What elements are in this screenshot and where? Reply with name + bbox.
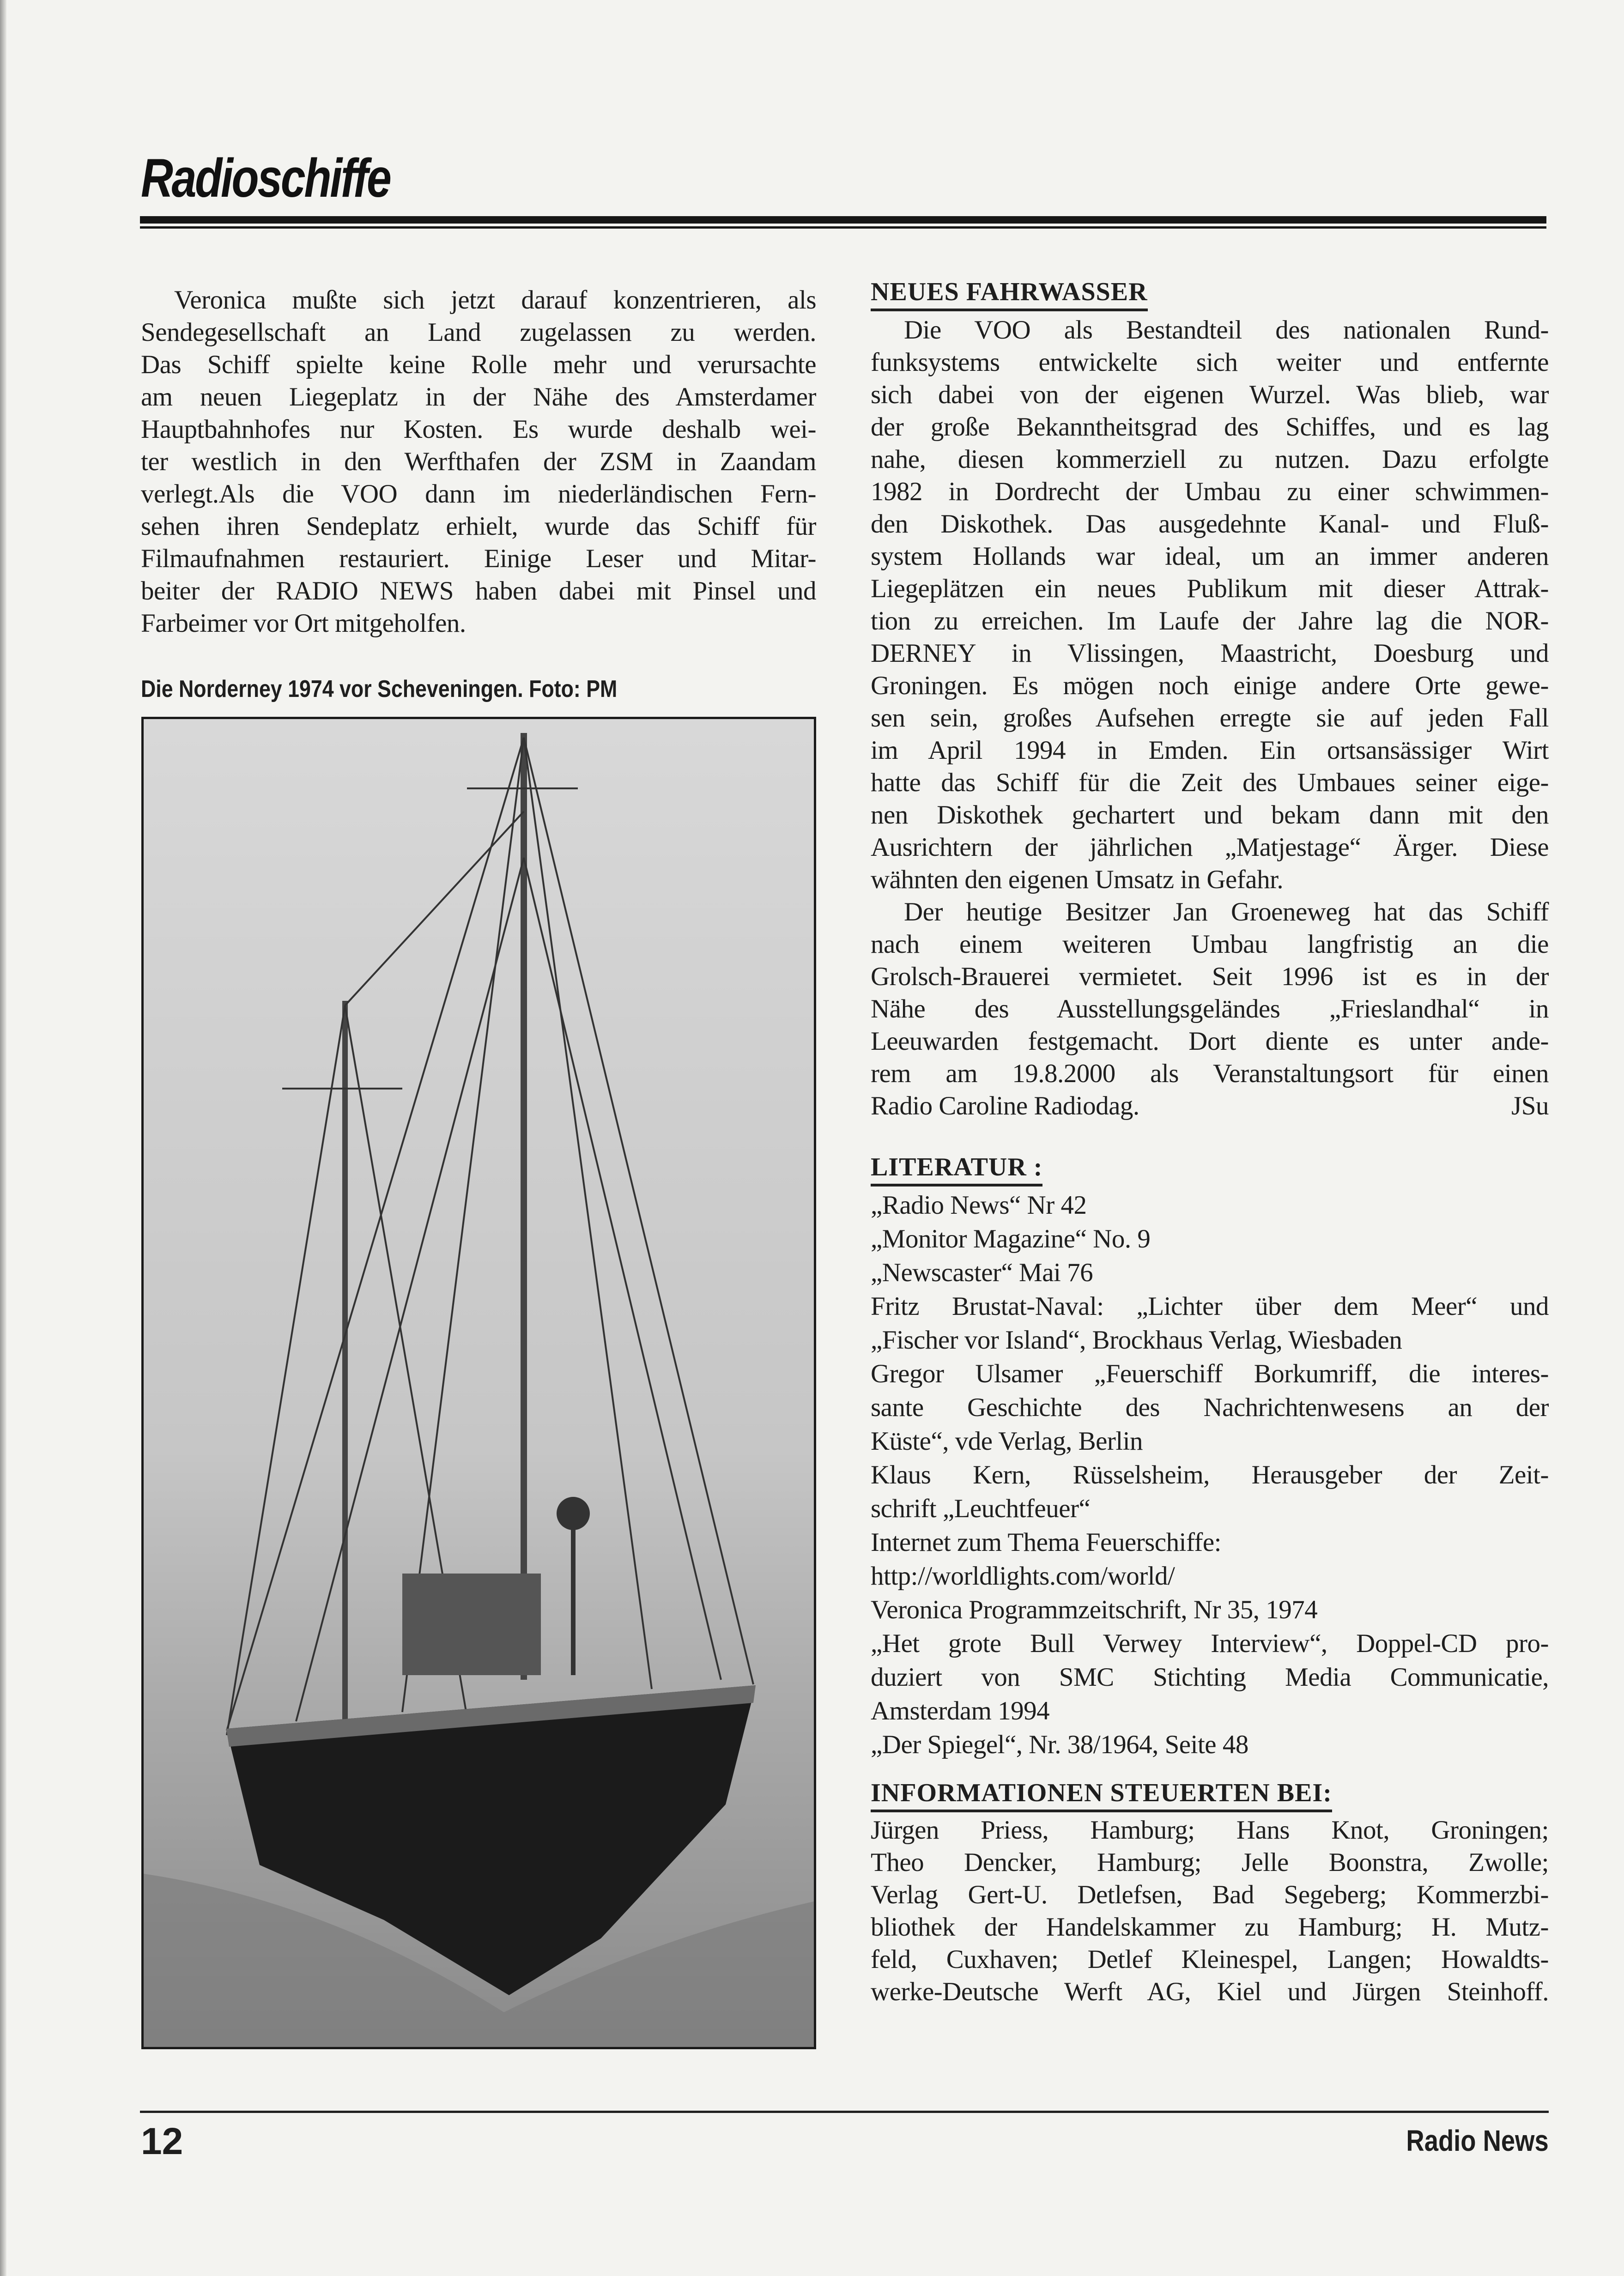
text-line: Amsterdam 1994: [871, 1696, 1050, 1725]
author-signature: JSu: [1511, 1091, 1549, 1120]
text-line: Grolsch-Brauerei vermietet. Seit 1996 ist es in der: [871, 962, 1549, 991]
text-line: Der heutige Besitzer Jan Groeneweg hat das Schiff: [904, 897, 1549, 926]
text-line: Liegeplätzen ein neues Publikum mit dieser Attrak-: [871, 574, 1549, 603]
header-rule: [140, 216, 1546, 224]
text-line: funksystems entwickelte sich weiter und entfernte: [871, 348, 1549, 377]
text-line: Veronica mußte sich jetzt darauf konzentrieren, als: [174, 285, 816, 315]
text-line: system Hollands war ideal, um an immer anderen: [871, 542, 1549, 571]
text-line: Küste“, vde Verlag, Berlin: [871, 1427, 1143, 1456]
text-line: den Diskothek. Das ausgedehnte Kanal- und Fluß-: [871, 509, 1549, 539]
text-line: am neuen Liegeplatz in der Nähe des Amsterdamer: [141, 382, 816, 412]
footer-rule: [140, 2111, 1549, 2113]
text-line: der große Bekanntheitsgrad des Schiffes, und es lag: [871, 412, 1549, 442]
text-line: im April 1994 in Emden. Ein ortsansässiger Wirt: [871, 736, 1549, 765]
magazine-name: Radio News: [1406, 2124, 1549, 2157]
text-line: nen Diskothek gechartert und bekam dann mit den: [871, 800, 1549, 829]
text-line: sehen ihren Sendeplatz erhielt, wurde das Schiff für: [141, 512, 816, 541]
text-line: rem am 19.8.2000 als Veranstaltungsort für einen: [871, 1059, 1549, 1088]
text-line: beiter der RADIO NEWS haben dabei mit Pinsel und: [141, 576, 816, 605]
text-line: Klaus Kern, Rüsselsheim, Herausgeber der Zeit-: [871, 1460, 1549, 1489]
text-line: Internet zum Thema Feuerschiffe:: [871, 1528, 1222, 1557]
text-line: bliothek der Handelskammer zu Hamburg; H. Mutz-: [871, 1913, 1549, 1942]
text-line: „Newscaster“ Mai 76: [871, 1258, 1093, 1287]
text-line: ter westlich in den Werfthafen der ZSM in Zaandam: [141, 447, 816, 476]
text-line: Das Schiff spielte keine Rolle mehr und verursachte: [141, 350, 816, 379]
text-line: feld, Cuxhaven; Detlef Kleinespel, Langen; Howaldts-: [871, 1945, 1549, 1974]
text-line: DERNEY in Vlissingen, Maastricht, Doesburg und: [871, 639, 1549, 668]
text-line: sen sein, großes Aufsehen erregte sie auf jeden Fall: [871, 703, 1549, 732]
text-line: sante Geschichte des Nachrichtenwesens an der: [871, 1393, 1549, 1422]
text-line: Groningen. Es mögen noch einige andere Orte gewe-: [871, 671, 1549, 700]
text-line: Leeuwarden festgemacht. Dort diente es unter ande-: [871, 1027, 1549, 1056]
section-informationen: [871, 1778, 1549, 2008]
section-title: Radioschiffe: [141, 148, 390, 209]
text-line: nahe, diesen kommerziell zu nutzen. Dazu erfolgte: [871, 445, 1549, 474]
text-line: Hauptbahnhofes nur Kosten. Es wurde deshalb wei-: [141, 415, 816, 444]
text-line: Jürgen Priess, Hamburg; Hans Knot, Groningen;: [871, 1816, 1549, 1845]
text-line: „Radio News“ Nr 42: [871, 1191, 1087, 1220]
text-line: „Het grote Bull Verwey Interview“, Doppel-CD pro-: [871, 1629, 1549, 1658]
section-literatur: [871, 1152, 1549, 1761]
heading-informationen: INFORMATIONEN STEUERTEN BEI:: [871, 1778, 1332, 1812]
text-line: Radio Caroline Radiodag. JSu: [871, 1090, 1549, 1122]
text-line: Fritz Brustat-Naval: „Lichter über dem Meer“ und: [871, 1292, 1549, 1321]
text-line: duziert von SMC Stichting Media Communicatie,: [871, 1663, 1549, 1692]
text-line: hatte das Schiff für die Zeit des Umbaues seiner eige-: [871, 768, 1549, 797]
text-line: verlegt.Als die VOO dann im niederländischen Fern-: [141, 479, 816, 508]
text-line: Theo Dencker, Hamburg; Jelle Boonstra, Zwolle;: [871, 1848, 1549, 1877]
left-column-text: [141, 284, 816, 640]
text-line: 1982 in Dordrecht der Umbau zu einer schwimmen-: [871, 477, 1549, 506]
ship-illustration: [144, 719, 814, 2047]
text-line: Filmaufnahmen restauriert. Einige Leser und Mitar-: [141, 544, 816, 573]
text-line: „Fischer vor Island“, Brockhaus Verlag, Wiesbaden: [871, 1326, 1402, 1355]
text-line: http://worldlights.com/world/: [871, 1562, 1175, 1591]
text-line: werke-Deutsche Werft AG, Kiel und Jürgen Steinhoff.: [871, 1977, 1549, 2006]
text-line: Die VOO als Bestandteil des nationalen Rund-: [904, 315, 1549, 345]
text-line: tion zu erreichen. Im Laufe der Jahre lag die NOR-: [871, 606, 1549, 636]
header-rule-thin: [140, 226, 1546, 229]
text-line: nach einem weiteren Umbau langfristig an die: [871, 930, 1549, 959]
text-line: Veronica Programmzeitschrift, Nr 35, 1974: [871, 1595, 1318, 1624]
photo-caption: Die Norderney 1974 vor Scheveningen. Foto: PM: [141, 676, 618, 702]
text-line: Sendegesellschaft an Land zugelassen zu werden.: [141, 318, 816, 347]
text-line: „Der Spiegel“, Nr. 38/1964, Seite 48: [871, 1730, 1248, 1759]
text-line: Gregor Ulsamer „Feuerschiff Borkumriff, die interes-: [871, 1359, 1549, 1388]
text-line: Nähe des Ausstellungsgeländes „Frieslandhal“ in: [871, 994, 1549, 1023]
scan-edge: [0, 0, 6, 2276]
text-line: „Monitor Magazine“ No. 9: [871, 1224, 1151, 1253]
section-neues-fahrwasser: [871, 277, 1549, 1122]
text-line: Ausrichtern der jährlichen „Matjestage“ Ärger. Diese: [871, 833, 1549, 862]
heading-neues-fahrwasser: NEUES FAHRWASSER: [871, 277, 1148, 311]
text-line: sich dabei von der eigenen Wurzel. Was blieb, war: [871, 380, 1549, 409]
text-line: Verlag Gert-U. Detlefsen, Bad Segeberg; Kommerzbi-: [871, 1880, 1549, 1909]
text-line: schrift „Leuchtfeuer“: [871, 1494, 1091, 1523]
ship-photo: [141, 717, 816, 2049]
text-line: Farbeimer vor Ort mitgeholfen.: [141, 609, 466, 638]
heading-literatur: LITERATUR :: [871, 1152, 1042, 1186]
text-line: wähnten den eigenen Umsatz in Gefahr.: [871, 865, 1284, 894]
page-number: 12: [141, 2120, 183, 2162]
